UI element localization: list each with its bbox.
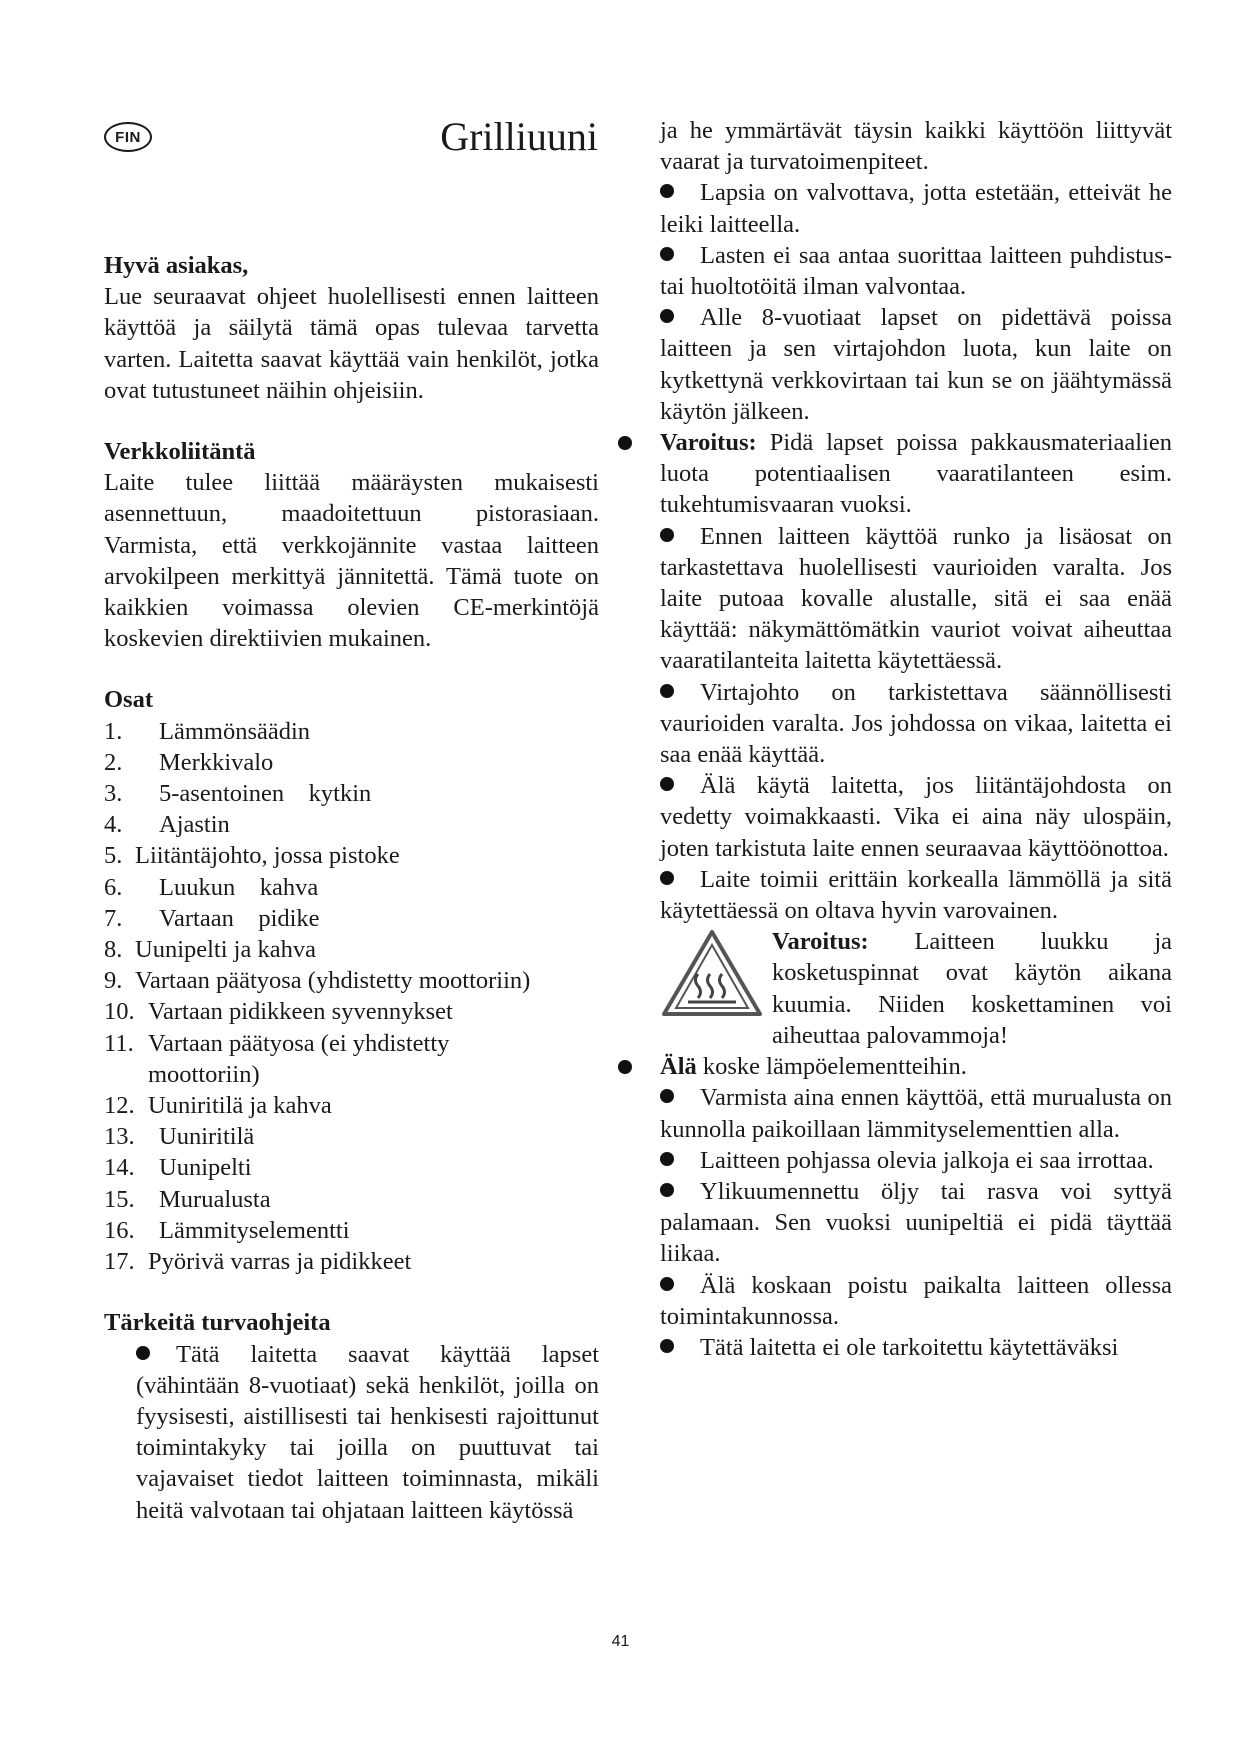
left-column [104, 250, 599, 1526]
safety-bullet: Ylikuumennettu öljy tai rasva voi syttyä palamaan. Sen vuoksi uunipeltiä ei pidä täyttää liikaa. [660, 1177, 1172, 1268]
page-number: 41 [611, 1633, 630, 1650]
safety-bullet: Alle 8-vuotiaat lapset on pidettävä poissa laitteen ja sen virtajohdon luota, kun laite on kytkettynä verkkovirtaan tai kun se on jäähtymässä käytön jälkeen. [660, 304, 1172, 425]
safety-bullet: Virtajohto on tarkistettava säännöllisesti vaurioiden varalta. Jos johdossa on vikaa, laitetta ei saa enää käyttää. [660, 678, 1172, 769]
safety-bullet: Ennen laitteen käyttöä runko ja lisäosat on tarkastettava huolellisesti vaurioiden varalta. Jos laite putoaa kovalle alustalle, sitä ei saa enää käyttää: näkymättömätkin vauriot voivat aiheuttaa vaaratilanteita laitetta käytettäessä. [660, 522, 1172, 675]
safety-continuation: ja he ymmärtävät täysin kaikki käyttöön liittyvät vaarat ja turvatoimenpiteet. [660, 117, 1172, 176]
warning-heating-elements: Älä koske lämpöelementteihin. [660, 1051, 1172, 1082]
list-item: 1. Lämmönsäädin [104, 717, 311, 745]
language-badge: FIN [104, 122, 152, 152]
list-item: 15. Murualusta [104, 1185, 271, 1213]
hot-surface-warning-icon [660, 928, 765, 1020]
safety-bullet-children: Tätä laitetta saavat käyttää lapset (vähintään 8-vuotiaat) sekä henkilöt, joilla on fyysisesti, aistillisesti tai henkisesti rajoittunut toimintakyky tai joilla on puuttuvat tai vajavaiset tiedot laitteen toiminnasta, mikäli heitä valvotaan tai ohjataan laitteen käytössä [136, 1340, 599, 1524]
list-item: 8. Uunipelti ja kahva [104, 936, 316, 964]
safety-bullet: Älä koskaan poistu paikalta laitteen ollessa toimintakunnossa. [660, 1271, 1172, 1330]
safety-heading: Tärkeitä turvaohjeita [104, 1309, 331, 1337]
list-item: 9. Vartaan päätyosa (yhdistetty moottoriin) [104, 967, 531, 995]
list-item: 12. Uuniritilä ja kahva [104, 1092, 332, 1120]
bullet-dot [618, 436, 632, 450]
warning-packaging: Varoitus: Pidä lapset poissa pakkausmateriaalien luota potentiaalisen vaaratilanteen esim. tukehtumisvaaran vuoksi. [660, 427, 1172, 521]
list-item: 11. Vartaan päätyosa (ei yhdistetty moottoriin) [104, 1029, 450, 1088]
list-item: 7. Vartaan pidike [104, 904, 320, 932]
bullet-dot [618, 1060, 632, 1074]
list-item: 17. Pyörivä varras ja pidikkeet [104, 1248, 412, 1276]
safety-bullet: Varmista aina ennen käyttöä, että murualusta on kunnolla paikoillaan lämmityselementtien alla. [660, 1084, 1172, 1143]
list-item: 4. Ajastin [104, 811, 230, 839]
safety-bullet: Laitteen pohjassa olevia jalkoja ei saa irrottaa. [660, 1145, 1172, 1176]
list-item: 13. Uuniritilä [104, 1123, 255, 1151]
list-item: 3. 5-asentoinen kytkin [104, 780, 372, 808]
parts-list [104, 716, 599, 1278]
safety-bullet: Älä käytä laitetta, jos liitäntäjohdosta on vedetty voimakkaasti. Vika ei aina näy ulospäin, joten tarkistuta laite ennen seuraavaa käyttöönottoa. [660, 772, 1172, 862]
page-title: Grilliuuni [440, 114, 598, 159]
network-heading: Verkkoliitäntä [104, 438, 256, 466]
list-item: 16. Lämmityselementti [104, 1216, 350, 1244]
list-item: 6. Luukun kahva [104, 873, 319, 901]
list-item: 10. Vartaan pidikkeen syvennykset [104, 998, 453, 1026]
greeting-heading: Hyvä asiakas, [104, 252, 249, 279]
right-column [660, 115, 1172, 1363]
warning-hot-surface: Varoitus: Laitteen luukku ja kosketuspinnat ovat käytön aikana kuumia. Niiden koskettaminen voi aiheuttaa palovammoja! [660, 926, 1172, 1051]
safety-bullet: Tätä laitetta ei ole tarkoitettu käytettäväksi [660, 1332, 1172, 1363]
parts-heading: Osat [104, 686, 153, 714]
safety-bullet: Lasten ei saa antaa suorittaa laitteen puhdistus- tai huoltotöitä ilman valvontaa. [660, 241, 1172, 301]
safety-bullet: Laite toimii erittäin korkealla lämmöllä ja sitä käytettäessä on oltava hyvin varovainen. [660, 865, 1172, 925]
list-item: 5. Liitäntäjohto, jossa pistoke [104, 842, 400, 870]
list-item: 2. Merkkivalo [104, 748, 274, 776]
network-body: Laite tulee liittää määräysten mukaisesti asennettuun, maadoitettuun pistorasiaan. Varmista, että verkkojännite vastaa laitteen arvokilpeen merkittyä jännitettä. Tämä tuote on kaikkien voimassa olevien CE-merkintöjä koskevien direktiivien mukainen. [104, 469, 599, 653]
bullet-dot [136, 1346, 150, 1360]
safety-bullet: Lapsia on valvottava, jotta estetään, etteivät he leiki laitteella. [660, 179, 1172, 238]
list-item: 14. Uunipelti [104, 1154, 252, 1182]
greeting-body: Lue seuraavat ohjeet huolellisesti ennen laitteen käyttöä ja säilytä tämä opas tulevaa tarvetta varten. Laitetta saavat käyttää vain henkilöt, jotka ovat tutustuneet näihin ohjeisiin. [104, 283, 599, 404]
